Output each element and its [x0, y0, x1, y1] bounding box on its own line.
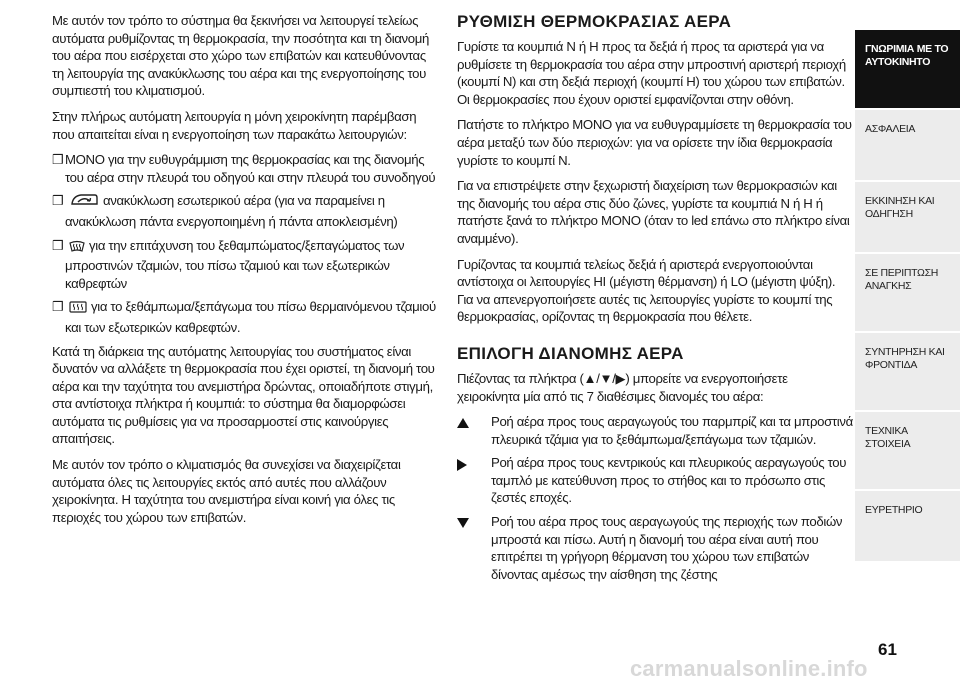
right-column: [457, 12, 853, 589]
paragraph: Με αυτόν τον τρόπο το σύστημα θα ξεκινήσει να λειτουργεί τελείως αυτόματα ρυθμίζοντας τη θερμοκρασία, την ποσότητα και τη διανομή του αέρα που εισέρχεται στο χώρο των επιβατών και κατευθύνοντας τη λειτουργία της ανακύκλωσης του αέρα και της ενεργοποίησης του συμπιεστή του κλιματισμού.: [52, 13, 430, 99]
list-item-text: Ροή του αέρα προς τους αεραγωγούς της περιοχής των ποδιών μπροστά και πίσω. Αυτή η διανομή του αέρα είναι αυτή που επιτρέπει τη γρήγορη θέρμανση του χώρου των επιβατών δίνοντας αμέσως την αίσθηση της ζέστης: [491, 514, 843, 582]
paragraph: Πατήστε το πλήκτρο MONO για να ευθυγραμμίσετε τη θερμοκρασία του αέρα μεταξύ των δύο περιοχών: για να ορίσετε την ίδια θερμοκρασία γυρίστε το κουμπί N.: [457, 117, 852, 168]
list-item: [52, 237, 440, 293]
list-item-text: για το ξεθάμπωμα/ξεπάγωμα του πίσω θερμαινόμενου τζαμιού και των εξωτερικών καθρεφτών.: [65, 299, 436, 335]
list-item: [52, 151, 440, 186]
tab-emergency[interactable]: ΣΕ ΠΕΡΙΠΤΩΣΗ ΑΝΑΓΚΗΣ: [855, 252, 960, 331]
tab-getting-to-know-vehicle[interactable]: ΓΝΩΡΙΜΙΑ ΜΕ ΤΟ ΑΥΤΟΚΙΝΗΤΟ: [855, 28, 960, 108]
left-column: [52, 12, 440, 534]
paragraph: Στην πλήρως αυτόματη λειτουργία η μόνη χειροκίνητη παρέμβαση που απαιτείται είναι η ενεργοποίηση των παρακάτω λειτουργιών:: [52, 108, 417, 142]
checkbox-bullet-icon: ❒: [52, 299, 64, 315]
chapter-tabs: [855, 28, 960, 561]
list-item-text: για την επιτάχυνση του ξεθαμπώματος/ξεπαγώματος των μπροστινών τζαμιών, του πίσω τζαμιού και των εξωτερικών καθρεφτών: [65, 237, 405, 291]
list-item-text: Ροή αέρα προς τους αεραγωγούς του παρμπρίζ και τα μπροστινά πλευρικά τζάμια για το ξεθάμπωμα/ξεπάγωμα των τζαμιών.: [491, 414, 853, 447]
tab-technical-data[interactable]: ΤΕΧΝΙΚΑ ΣΤΟΙΧΕΙΑ: [855, 410, 960, 489]
section-heading: ΡΥΘΜΙΣΗ ΘΕΡΜΟΚΡΑΣΙΑΣ ΑΕΡΑ: [457, 12, 732, 31]
checkbox-bullet-icon: ❒: [52, 193, 64, 209]
tab-index[interactable]: ΕΥΡΕΤΗΡΙΟ: [855, 489, 960, 561]
tab-starting-driving[interactable]: ΕΚΚΙΝΗΣΗ ΚΑΙ ΟΔΗΓΗΣΗ: [855, 180, 960, 252]
paragraph-text: ) μπορείτε να ενεργοποιήσετε χειροκίνητα μία από τις 7 διαθέσιμες διανομές του αέρα:: [457, 370, 788, 404]
watermark: carmanualsonline.info: [630, 656, 868, 681]
rear-window-defrost-icon: [69, 300, 87, 319]
paragraph: Κατά τη διάρκεια της αυτόματης λειτουργίας του συστήματος είναι δυνατόν να αλλάξετε τη θερμοκρασία που έχει οριστεί, τη διανομή του αέρα και την ταχύτητα του ανεμιστήρα δρώντας, οποιαδήποτε στιγμή, στα αντίστοιχα πλήκτρα ή κουμπιά: το σύστημα θα διαμορφώσει αυτόματα τις ρυθμίσεις για να προσαρμοστεί στις καινούργιες απαιτήσεις.: [52, 343, 435, 447]
list-item-text: MONO για την ευθυγράμμιση της θερμοκρασίας και της διανομής του αέρα στην πλευρά του οδηγού και στην πλευρά του συνοδηγού: [65, 152, 436, 185]
list-item: [52, 192, 440, 230]
section-heading: ΕΠΙΛΟΓΗ ΔΙΑΝΟΜΗΣ ΑΕΡΑ: [457, 343, 684, 363]
checkbox-bullet-icon: ❒: [52, 237, 64, 253]
paragraph: Για να επιστρέψετε στην ξεχωριστή διαχείριση των θερμοκρασιών και της διανομής του αέρα στις δύο ζώνες, γυρίστε τα κουμπιά N ή H ή πατήστε ξανά το πλήκτρο MONO (όταν το led επάνω στο πλήκτρο είναι αναμμένο).: [457, 178, 850, 246]
list-item: [457, 513, 853, 583]
arrow-up-icon: ▲: [583, 370, 597, 386]
list-item: [457, 413, 853, 448]
triangle-down-icon: [457, 513, 491, 583]
tab-safety[interactable]: ΑΣΦΑΛΕΙΑ: [855, 108, 960, 180]
triangle-up-icon: [457, 413, 491, 448]
arrow-down-icon: ▼: [599, 370, 613, 386]
recirculation-icon: [69, 192, 99, 213]
list-item-text: ανακύκλωση εσωτερικού αέρα (για να παραμείνει η ανακύκλωση πάντα ενεργοποιημένη ή πάντα αποκλεισμένη): [65, 193, 398, 229]
paragraph: Γυρίζοντας τα κουμπιά τελείως δεξιά ή αριστερά ενεργοποιούνται αντίστοιχα οι λειτουργίες HI (μέγιστη θέρμανση) ή LO (μέγιστη ψύξη). Για να απενεργοποιήσετε αυτές τις λειτουργίες γυρίστε το κουμπί της θερμοκρασίας, ορίζοντας τη θερμοκρασία που θέλετε.: [457, 256, 836, 325]
paragraph-text: Πιέζοντας τα πλήκτρα (: [457, 370, 584, 386]
windshield-defrost-icon: [69, 239, 85, 258]
list-item: [52, 298, 440, 336]
page-number: 61: [878, 640, 897, 659]
arrow-right-icon: ▶: [615, 370, 626, 386]
checkbox-bullet-icon: ❒: [52, 152, 64, 168]
paragraph: Γυρίστε τα κουμπιά N ή H προς τα δεξιά ή προς τα αριστερά για να ρυθμίσετε τη θερμοκρασία του αέρα στην μπροστινή αριστερή περιοχή (κουμπί N) και στη δεξιά περιοχή (κουμπί H) του χώρου των επιβατών. Οι θερμοκρασίες που έχουν οριστεί εμφανίζονται στην οθόνη.: [457, 39, 846, 107]
paragraph: Με αυτόν τον τρόπο ο κλιματισμός θα συνεχίσει να διαχειρίζεται αυτόματα όλες τις λειτουργίες εκτός από αυτές που αλλάζουν χειροκίνητα. Η ταχύτητα του ανεμιστήρα είναι κοινή για όλες τις περιοχές του χώρου των επιβατών.: [52, 457, 401, 525]
tab-maintenance[interactable]: ΣΥΝΤΗΡΗΣΗ ΚΑΙ ΦΡΟΝΤΙΔΑ: [855, 331, 960, 410]
list-item-text: Ροή αέρα προς τους κεντρικούς και πλευρικούς αεραγωγούς του ταμπλό με κατεύθυνση προς το στήθος και το πρόσωπο στις ζεστές εποχές.: [491, 455, 847, 506]
paragraph: [457, 370, 853, 405]
list-item: [457, 454, 853, 507]
separator: /: [612, 370, 616, 386]
separator: /: [596, 370, 600, 386]
triangle-right-icon: [457, 454, 491, 507]
